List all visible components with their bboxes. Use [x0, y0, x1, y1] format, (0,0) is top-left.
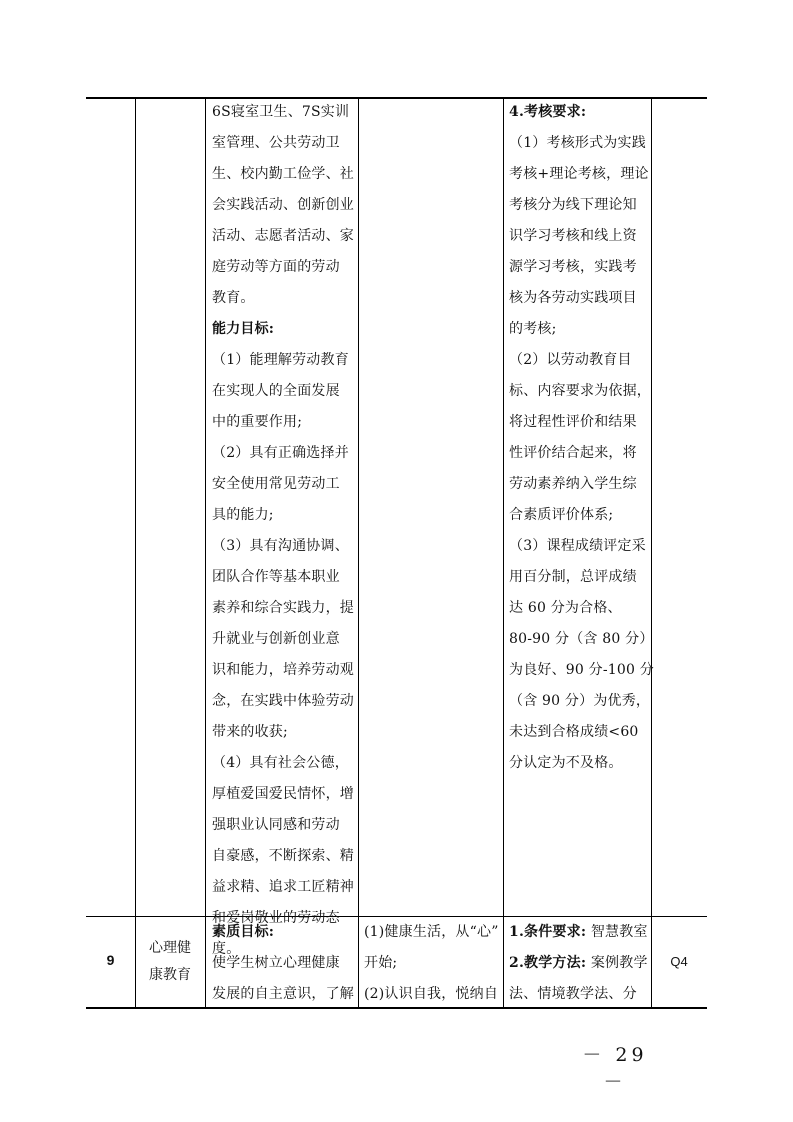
- column-divider: [358, 97, 359, 1008]
- text-line: 80-90 分（含 80 分）: [509, 631, 654, 647]
- text-line: 中的重要作用;: [212, 414, 303, 430]
- text-line: 和爱岗敬业的劳动态: [212, 910, 340, 926]
- bold-label: 1.条件要求:: [509, 924, 587, 940]
- course-name-cell: [135, 935, 205, 989]
- text-line: 能力目标:: [212, 321, 275, 337]
- text-line: 考核分为线下理论知: [509, 197, 637, 213]
- semester-code: Q4: [670, 954, 688, 969]
- text-segment: 案例教学: [586, 955, 648, 971]
- text-line: (1)健康生活，从“心”: [364, 924, 499, 940]
- content-cell: [364, 917, 499, 1010]
- text-line: 的考核;: [509, 321, 557, 337]
- text-segment: 法、情境教学法、分: [509, 986, 637, 1002]
- text-line: 为良好、90 分-100 分: [509, 662, 654, 678]
- text-line: 带来的收获;: [212, 724, 288, 740]
- text-line: 用百分制，总评成绩: [509, 569, 637, 585]
- text-line: 达 60 分为合格、: [509, 600, 622, 616]
- text-line: 强职业认同感和劳动: [212, 817, 340, 833]
- text-line: [509, 917, 648, 948]
- text-line: 素养和综合实践力，提: [212, 600, 354, 616]
- text-line: （2）具有正确选择并: [212, 445, 349, 461]
- text-line: （含 90 分）为优秀，: [509, 693, 651, 709]
- text-line: 核为各劳动实践项目: [509, 290, 637, 306]
- text-line: [509, 979, 648, 1010]
- objectives-cell-continued: [212, 97, 354, 965]
- text-line: 教育。: [212, 290, 255, 306]
- text-line: 会实践活动、创新创业: [212, 197, 354, 213]
- course-name-line: 心理健: [149, 940, 191, 956]
- text-line: 分认定为不及格。: [509, 755, 623, 771]
- text-line: 自豪感，不断探索、精: [212, 848, 354, 864]
- text-line: （1）考核形式为实践: [509, 135, 646, 151]
- text-line: 室管理、公共劳动卫: [212, 135, 340, 151]
- text-line: （3）具有沟通协调、: [212, 538, 349, 554]
- text-line: 使学生树立心理健康: [212, 955, 340, 971]
- text-line: 益求精、追求工匠精神: [212, 879, 354, 895]
- text-line: 合素质评价体系;: [509, 507, 614, 523]
- text-line: 识和能力，培养劳动观: [212, 662, 354, 678]
- text-line: 厚植爱国爱民情怀，增: [212, 786, 354, 802]
- objectives-cell: [212, 917, 354, 1010]
- text-line: (2)认识自我，悦纳自: [364, 986, 499, 1002]
- column-divider: [503, 97, 504, 1008]
- text-line: 团队合作等基本职业: [212, 569, 340, 585]
- text-line: （2）以劳动教育目: [509, 352, 632, 368]
- text-line: 生、校内勤工俭学、社: [212, 166, 354, 182]
- text-line: 发展的自主意识，了解: [212, 986, 354, 1002]
- text-line: [509, 948, 648, 979]
- text-line: 考核+理论考核，理论: [509, 166, 649, 182]
- text-line: 升就业与创新创业意: [212, 631, 340, 647]
- text-line: 庭劳动等方面的劳动: [212, 259, 340, 275]
- text-line: （4）具有社会公德，: [212, 755, 349, 771]
- column-divider: [135, 97, 136, 1008]
- text-line: （1）能理解劳动教育: [212, 352, 349, 368]
- column-divider: [205, 97, 206, 1008]
- text-line: 标、内容要求为依据，: [509, 383, 651, 399]
- text-line: 素质目标:: [212, 924, 275, 940]
- course-name-line: 康教育: [149, 967, 191, 983]
- text-line: （3）课程成绩评定采: [509, 538, 646, 554]
- text-line: 未达到合格成绩<60: [509, 724, 639, 740]
- text-line: 性评价结合起来，将: [509, 445, 637, 461]
- text-line: 安全使用常见劳动工: [212, 476, 340, 492]
- text-line: 具的能力;: [212, 507, 274, 523]
- page-number: － 29 －: [582, 1044, 648, 1093]
- text-line: 念，在实践中体验劳动: [212, 693, 354, 709]
- bold-label: 2.教学方法:: [509, 955, 587, 971]
- text-line: 源学习考核，实践考: [509, 259, 637, 275]
- text-line: 将过程性评价和结果: [509, 414, 637, 430]
- requirements-cell-continued: [509, 97, 654, 779]
- row-number: 9: [106, 952, 115, 968]
- text-line: 开始;: [364, 955, 398, 971]
- text-line: 6S寝室卫生、7S实训: [212, 104, 350, 120]
- text-line: 度。: [212, 941, 241, 957]
- text-line: 4.考核要求:: [509, 104, 587, 120]
- text-line: 劳动素养纳入学生综: [509, 476, 637, 492]
- text-segment: 智慧教室: [586, 924, 648, 940]
- requirements-cell: [509, 917, 648, 1010]
- text-line: 在实现人的全面发展: [212, 383, 340, 399]
- text-line: 识学习考核和线上资: [509, 228, 637, 244]
- text-line: 活动、志愿者活动、家: [212, 228, 354, 244]
